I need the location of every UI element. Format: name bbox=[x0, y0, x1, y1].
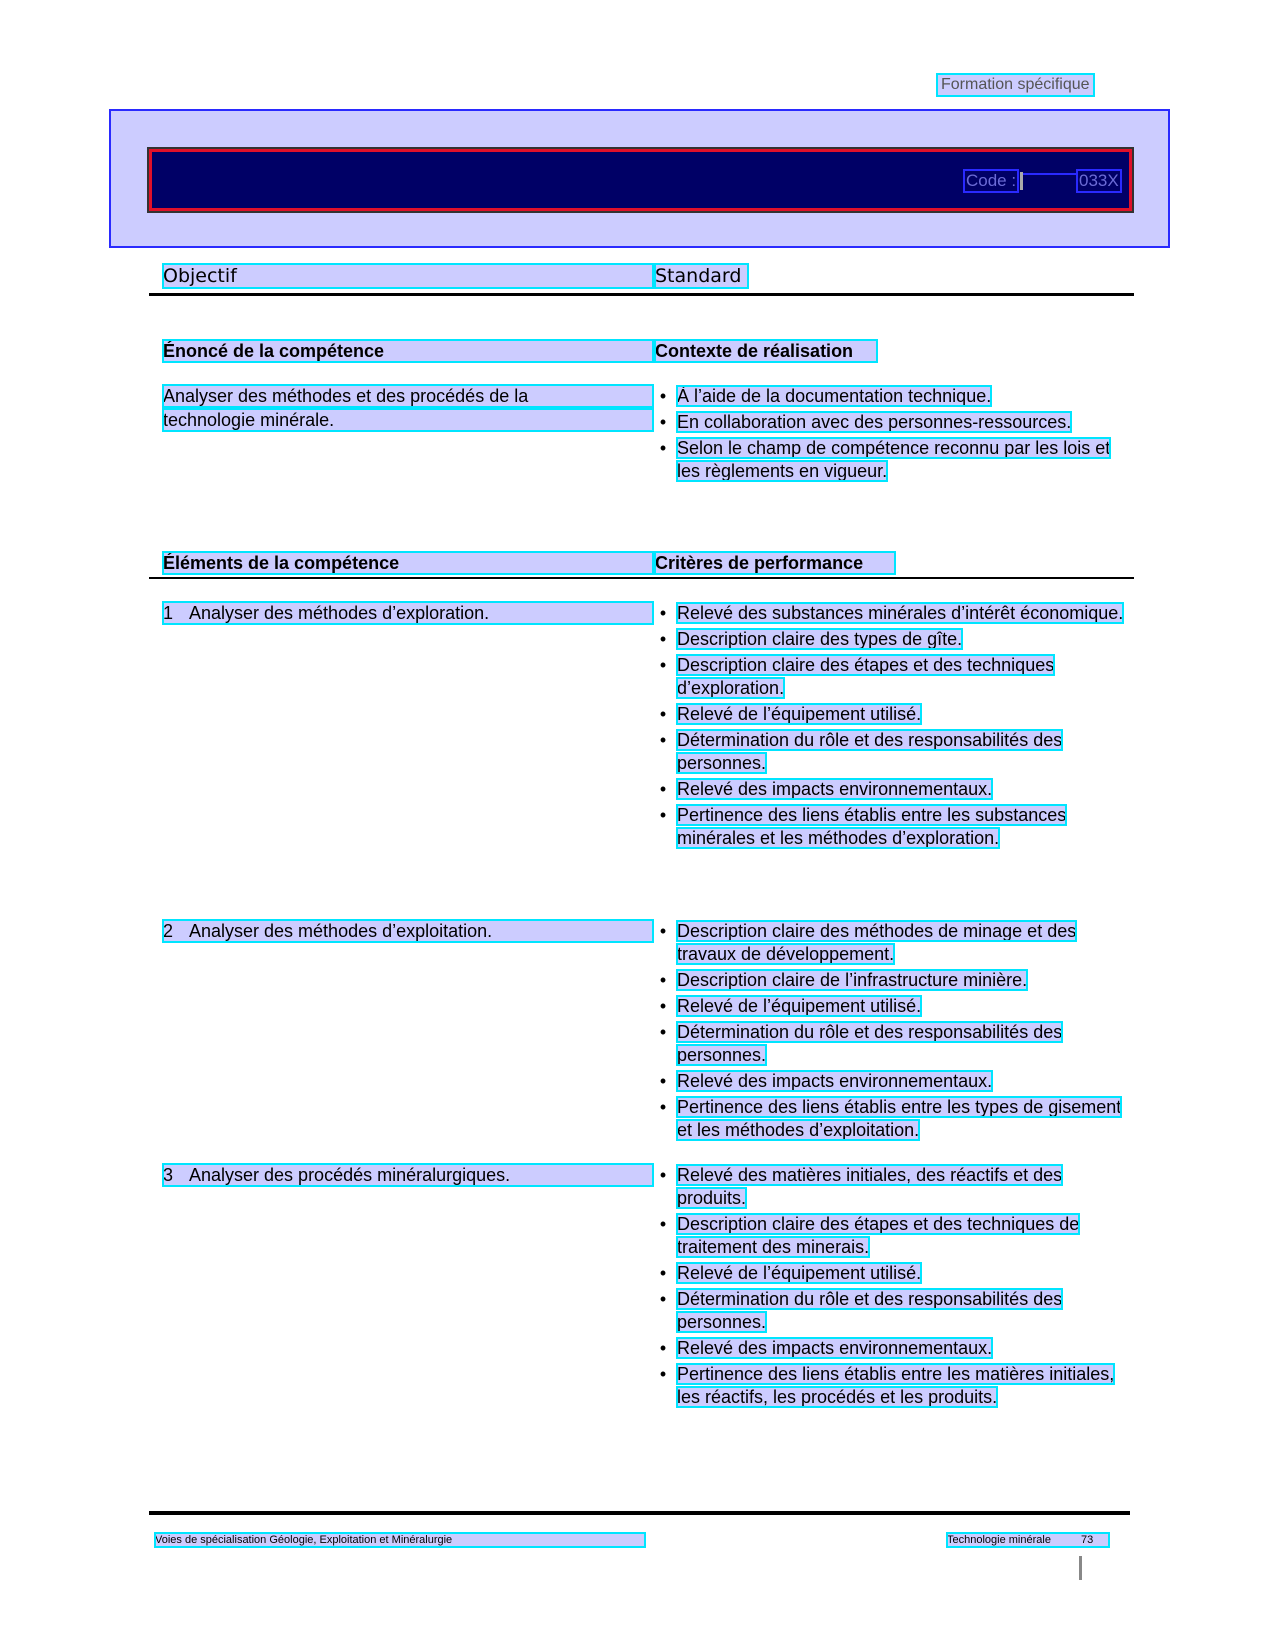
element-number: 3 bbox=[163, 1165, 174, 1185]
bullet-icon: • bbox=[659, 996, 667, 1016]
list-item: • Relevé de l’équipement utilisé. bbox=[655, 1262, 1125, 1285]
bullet-icon: • bbox=[659, 1263, 667, 1283]
elements-heading: Éléments de la compétence bbox=[163, 552, 653, 574]
list-item: • Description claire des méthodes de minage et des travaux de développement. bbox=[655, 920, 1125, 966]
list-item: • Relevé des impacts environnementaux. bbox=[655, 778, 1125, 801]
element-2 bbox=[163, 920, 653, 942]
element-number: 1 bbox=[163, 603, 174, 623]
bullet-icon: • bbox=[659, 629, 667, 649]
list-item: • Relevé des impacts environnementaux. bbox=[655, 1337, 1125, 1360]
criteria-list-1 bbox=[655, 602, 1125, 853]
footer-rule bbox=[149, 1511, 1130, 1515]
list-item: • Relevé de l’équipement utilisé. bbox=[655, 995, 1125, 1018]
element-number: 2 bbox=[163, 921, 174, 941]
list-item: • Pertinence des liens établis entre les types de gisement et les méthodes d’exploitation. bbox=[655, 1096, 1125, 1142]
criteria-list-2 bbox=[655, 920, 1125, 1145]
section-label: Formation spécifique bbox=[937, 74, 1094, 96]
list-item: • Description claire de l’infrastructure minière. bbox=[655, 969, 1125, 992]
list-item: • Description claire des étapes et des techniques d’exploration. bbox=[655, 654, 1125, 700]
bullet-icon: • bbox=[659, 412, 667, 432]
element-label: Analyser des méthodes d’exploitation. bbox=[189, 921, 493, 941]
list-item: • Détermination du rôle et des responsabilités des personnes. bbox=[655, 729, 1125, 775]
element-3 bbox=[163, 1164, 653, 1186]
page-number: 73 bbox=[1080, 1534, 1094, 1546]
bullet-icon: • bbox=[659, 970, 667, 990]
list-item: • À l’aide de la documentation technique. bbox=[655, 385, 1125, 408]
list-item: • Description claire des étapes et des techniques de traitement des minerais. bbox=[655, 1213, 1125, 1259]
statement-text-line2: technologie minérale. bbox=[163, 409, 653, 431]
code-connector bbox=[1023, 173, 1077, 175]
bullet-icon: • bbox=[659, 386, 667, 406]
bullet-icon: • bbox=[659, 1364, 667, 1384]
criteria-heading: Critères de performance bbox=[655, 552, 895, 574]
header-rule bbox=[149, 293, 1134, 296]
bullet-icon: • bbox=[659, 1097, 667, 1117]
list-item: • Relevé de l’équipement utilisé. bbox=[655, 703, 1125, 726]
bullet-icon: • bbox=[659, 921, 667, 941]
bullet-icon: • bbox=[659, 779, 667, 799]
bullet-icon: • bbox=[659, 730, 667, 750]
list-item: • En collaboration avec des personnes-ressources. bbox=[655, 411, 1125, 434]
bullet-icon: • bbox=[659, 1289, 667, 1309]
context-heading: Contexte de réalisation bbox=[655, 340, 877, 362]
criteria-rule bbox=[149, 577, 1134, 579]
footer-right bbox=[947, 1533, 1109, 1547]
bullet-icon: • bbox=[659, 805, 667, 825]
code-value: 033X bbox=[1079, 171, 1119, 190]
list-item: • Relevé des impacts environnementaux. bbox=[655, 1070, 1125, 1093]
criteria-list-3 bbox=[655, 1164, 1125, 1412]
bullet-icon: • bbox=[659, 704, 667, 724]
statement-heading: Énoncé de la compétence bbox=[163, 340, 653, 362]
statement-text-line1: Analyser des méthodes et des procédés de la bbox=[163, 385, 653, 407]
code-label: Code : bbox=[966, 171, 1017, 190]
bullet-icon: • bbox=[659, 1071, 667, 1091]
bullet-icon: • bbox=[659, 1165, 667, 1185]
list-item: • Détermination du rôle et des responsabilités des personnes. bbox=[655, 1288, 1125, 1334]
element-label: Analyser des méthodes d’exploration. bbox=[189, 603, 490, 623]
bullet-icon: • bbox=[659, 655, 667, 675]
bullet-icon: • bbox=[659, 1022, 667, 1042]
list-item: • Détermination du rôle et des responsabilités des personnes. bbox=[655, 1021, 1125, 1067]
column-heading-standard: Standard bbox=[655, 264, 748, 288]
footer-left-text: Voies de spécialisation Géologie, Exploitation et Minéralurgie bbox=[155, 1533, 645, 1547]
bullet-icon: • bbox=[659, 1214, 667, 1234]
element-label: Analyser des procédés minéralurgiques. bbox=[189, 1165, 511, 1185]
footer-right-text: Technologie minérale bbox=[947, 1534, 1051, 1546]
context-list bbox=[655, 385, 1125, 486]
cursor-mark bbox=[1079, 1556, 1082, 1580]
list-item: • Selon le champ de compétence reconnu par les lois et les règlements en vigueur. bbox=[655, 437, 1125, 483]
list-item: • Description claire des types de gîte. bbox=[655, 628, 1125, 651]
list-item: • Pertinence des liens établis entre les substances minérales et les méthodes d’exploration. bbox=[655, 804, 1125, 850]
column-heading-objectif: Objectif bbox=[163, 264, 653, 288]
list-item: • Relevé des substances minérales d’intérêt économique. bbox=[655, 602, 1125, 625]
element-1 bbox=[163, 602, 653, 624]
bullet-icon: • bbox=[659, 1338, 667, 1358]
list-item: • Pertinence des liens établis entre les matières initiales, les réactifs, les procédés et les produits. bbox=[655, 1363, 1125, 1409]
list-item: • Relevé des matières initiales, des réactifs et des produits. bbox=[655, 1164, 1125, 1210]
bullet-icon: • bbox=[659, 603, 667, 623]
bullet-icon: • bbox=[659, 438, 667, 458]
